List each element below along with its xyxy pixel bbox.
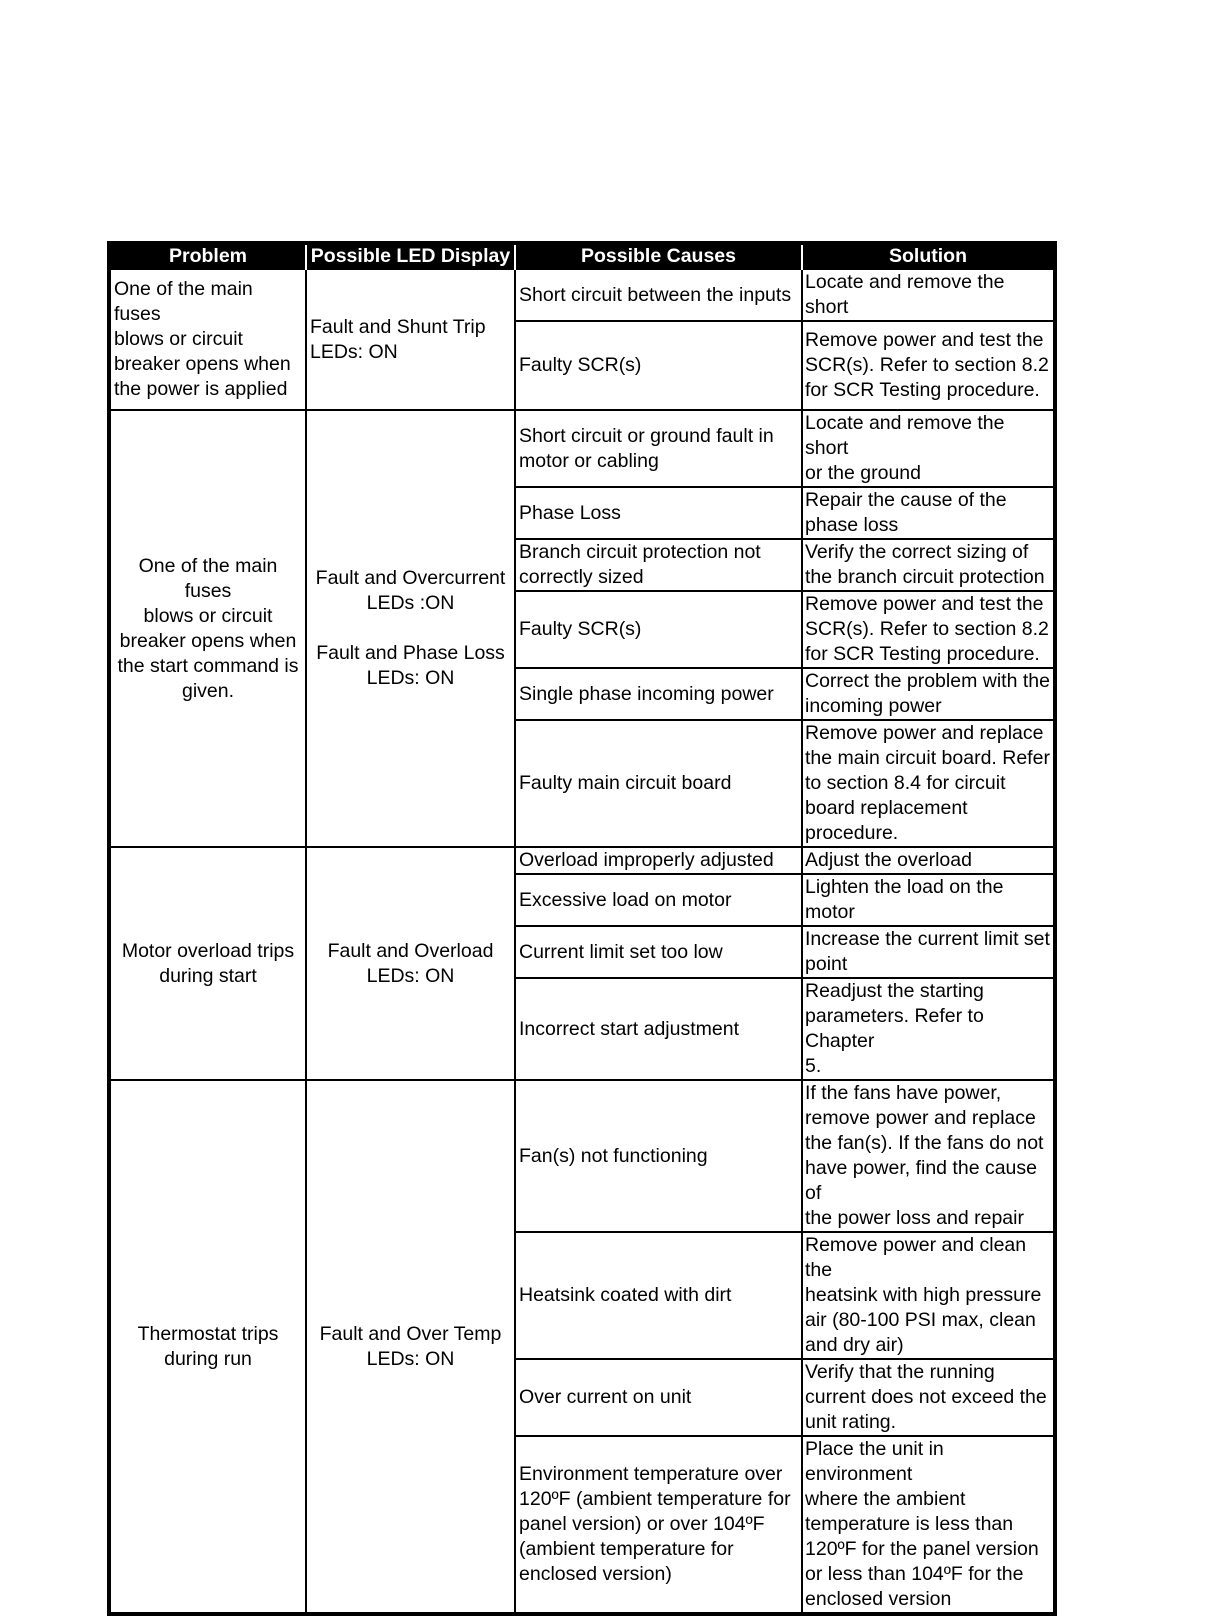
cause-cell: Incorrect start adjustment bbox=[515, 978, 802, 1080]
header-problem: Problem bbox=[109, 243, 306, 269]
solution-cell: Verify the correct sizing of the branch circuit protection bbox=[802, 539, 1055, 591]
solution-cell: Place the unit in environment where the ambient temperature is less than 120ºF for the panel version or less than 104ºF for the enclosed version bbox=[802, 1436, 1055, 1614]
led-display-cell: Fault and Overcurrent LEDs :ON Fault and Phase Loss LEDs: ON bbox=[306, 410, 515, 847]
led-display-cell: Fault and Over Temp LEDs: ON bbox=[306, 1080, 515, 1614]
table-row bbox=[109, 1080, 1055, 1232]
table-row bbox=[109, 847, 1055, 874]
solution-cell: Remove power and replace the main circuit board. Refer to section 8.4 for circuit board replacement procedure. bbox=[802, 720, 1055, 847]
cause-cell: Branch circuit protection not correctly sized bbox=[515, 539, 802, 591]
solution-cell: Correct the problem with the incoming power bbox=[802, 668, 1055, 720]
solution-cell: Remove power and test the SCR(s). Refer to section 8.2 for SCR Testing procedure. bbox=[802, 321, 1055, 410]
table-row bbox=[109, 269, 1055, 321]
cause-cell: Overload improperly adjusted bbox=[515, 847, 802, 874]
problem-cell: Motor overload trips during start bbox=[109, 847, 306, 1080]
solution-cell: Repair the cause of the phase loss bbox=[802, 487, 1055, 539]
cause-cell: Short circuit or ground fault in motor or cabling bbox=[515, 410, 802, 487]
table-row bbox=[109, 410, 1055, 487]
cause-cell: Faulty SCR(s) bbox=[515, 321, 802, 410]
header-led-display: Possible LED Display bbox=[306, 243, 515, 269]
cause-cell: Excessive load on motor bbox=[515, 874, 802, 926]
led-display-cell: Fault and Overload LEDs: ON bbox=[306, 847, 515, 1080]
problem-cell: Thermostat trips during run bbox=[109, 1080, 306, 1614]
troubleshooting-table bbox=[107, 241, 1057, 1616]
solution-cell: Lighten the load on the motor bbox=[802, 874, 1055, 926]
cause-cell: Faulty main circuit board bbox=[515, 720, 802, 847]
header-causes: Possible Causes bbox=[515, 243, 802, 269]
cause-cell: Faulty SCR(s) bbox=[515, 591, 802, 668]
solution-cell: Locate and remove the short or the ground bbox=[802, 410, 1055, 487]
solution-cell: Adjust the overload bbox=[802, 847, 1055, 874]
header-row bbox=[109, 243, 1055, 269]
solution-cell: If the fans have power, remove power and replace the fan(s). If the fans do not have power, find the cause of the power loss and repair bbox=[802, 1080, 1055, 1232]
header-solution: Solution bbox=[802, 243, 1055, 269]
cause-cell: Over current on unit bbox=[515, 1359, 802, 1436]
led-display-cell: Fault and Shunt Trip LEDs: ON bbox=[306, 269, 515, 410]
solution-cell: Verify that the running current does not exceed the unit rating. bbox=[802, 1359, 1055, 1436]
problem-cell: One of the main fuses blows or circuit breaker opens when the start command is given. bbox=[109, 410, 306, 847]
cause-cell: Current limit set too low bbox=[515, 926, 802, 978]
cause-cell: Phase Loss bbox=[515, 487, 802, 539]
cause-cell: Single phase incoming power bbox=[515, 668, 802, 720]
solution-cell: Readjust the starting parameters. Refer to Chapter 5. bbox=[802, 978, 1055, 1080]
cause-cell: Heatsink coated with dirt bbox=[515, 1232, 802, 1359]
solution-cell: Remove power and clean the heatsink with high pressure air (80-100 PSI max, clean and dry air) bbox=[802, 1232, 1055, 1359]
solution-cell: Locate and remove the short bbox=[802, 269, 1055, 321]
problem-cell: One of the main fuses blows or circuit breaker opens when the power is applied bbox=[109, 269, 306, 410]
cause-cell: Short circuit between the inputs bbox=[515, 269, 802, 321]
solution-cell: Remove power and test the SCR(s). Refer to section 8.2 for SCR Testing procedure. bbox=[802, 591, 1055, 668]
cause-cell: Environment temperature over 120ºF (ambient temperature for panel version) or over 104ºF (ambient temperature for enclosed version) bbox=[515, 1436, 802, 1614]
cause-cell: Fan(s) not functioning bbox=[515, 1080, 802, 1232]
solution-cell: Increase the current limit set point bbox=[802, 926, 1055, 978]
